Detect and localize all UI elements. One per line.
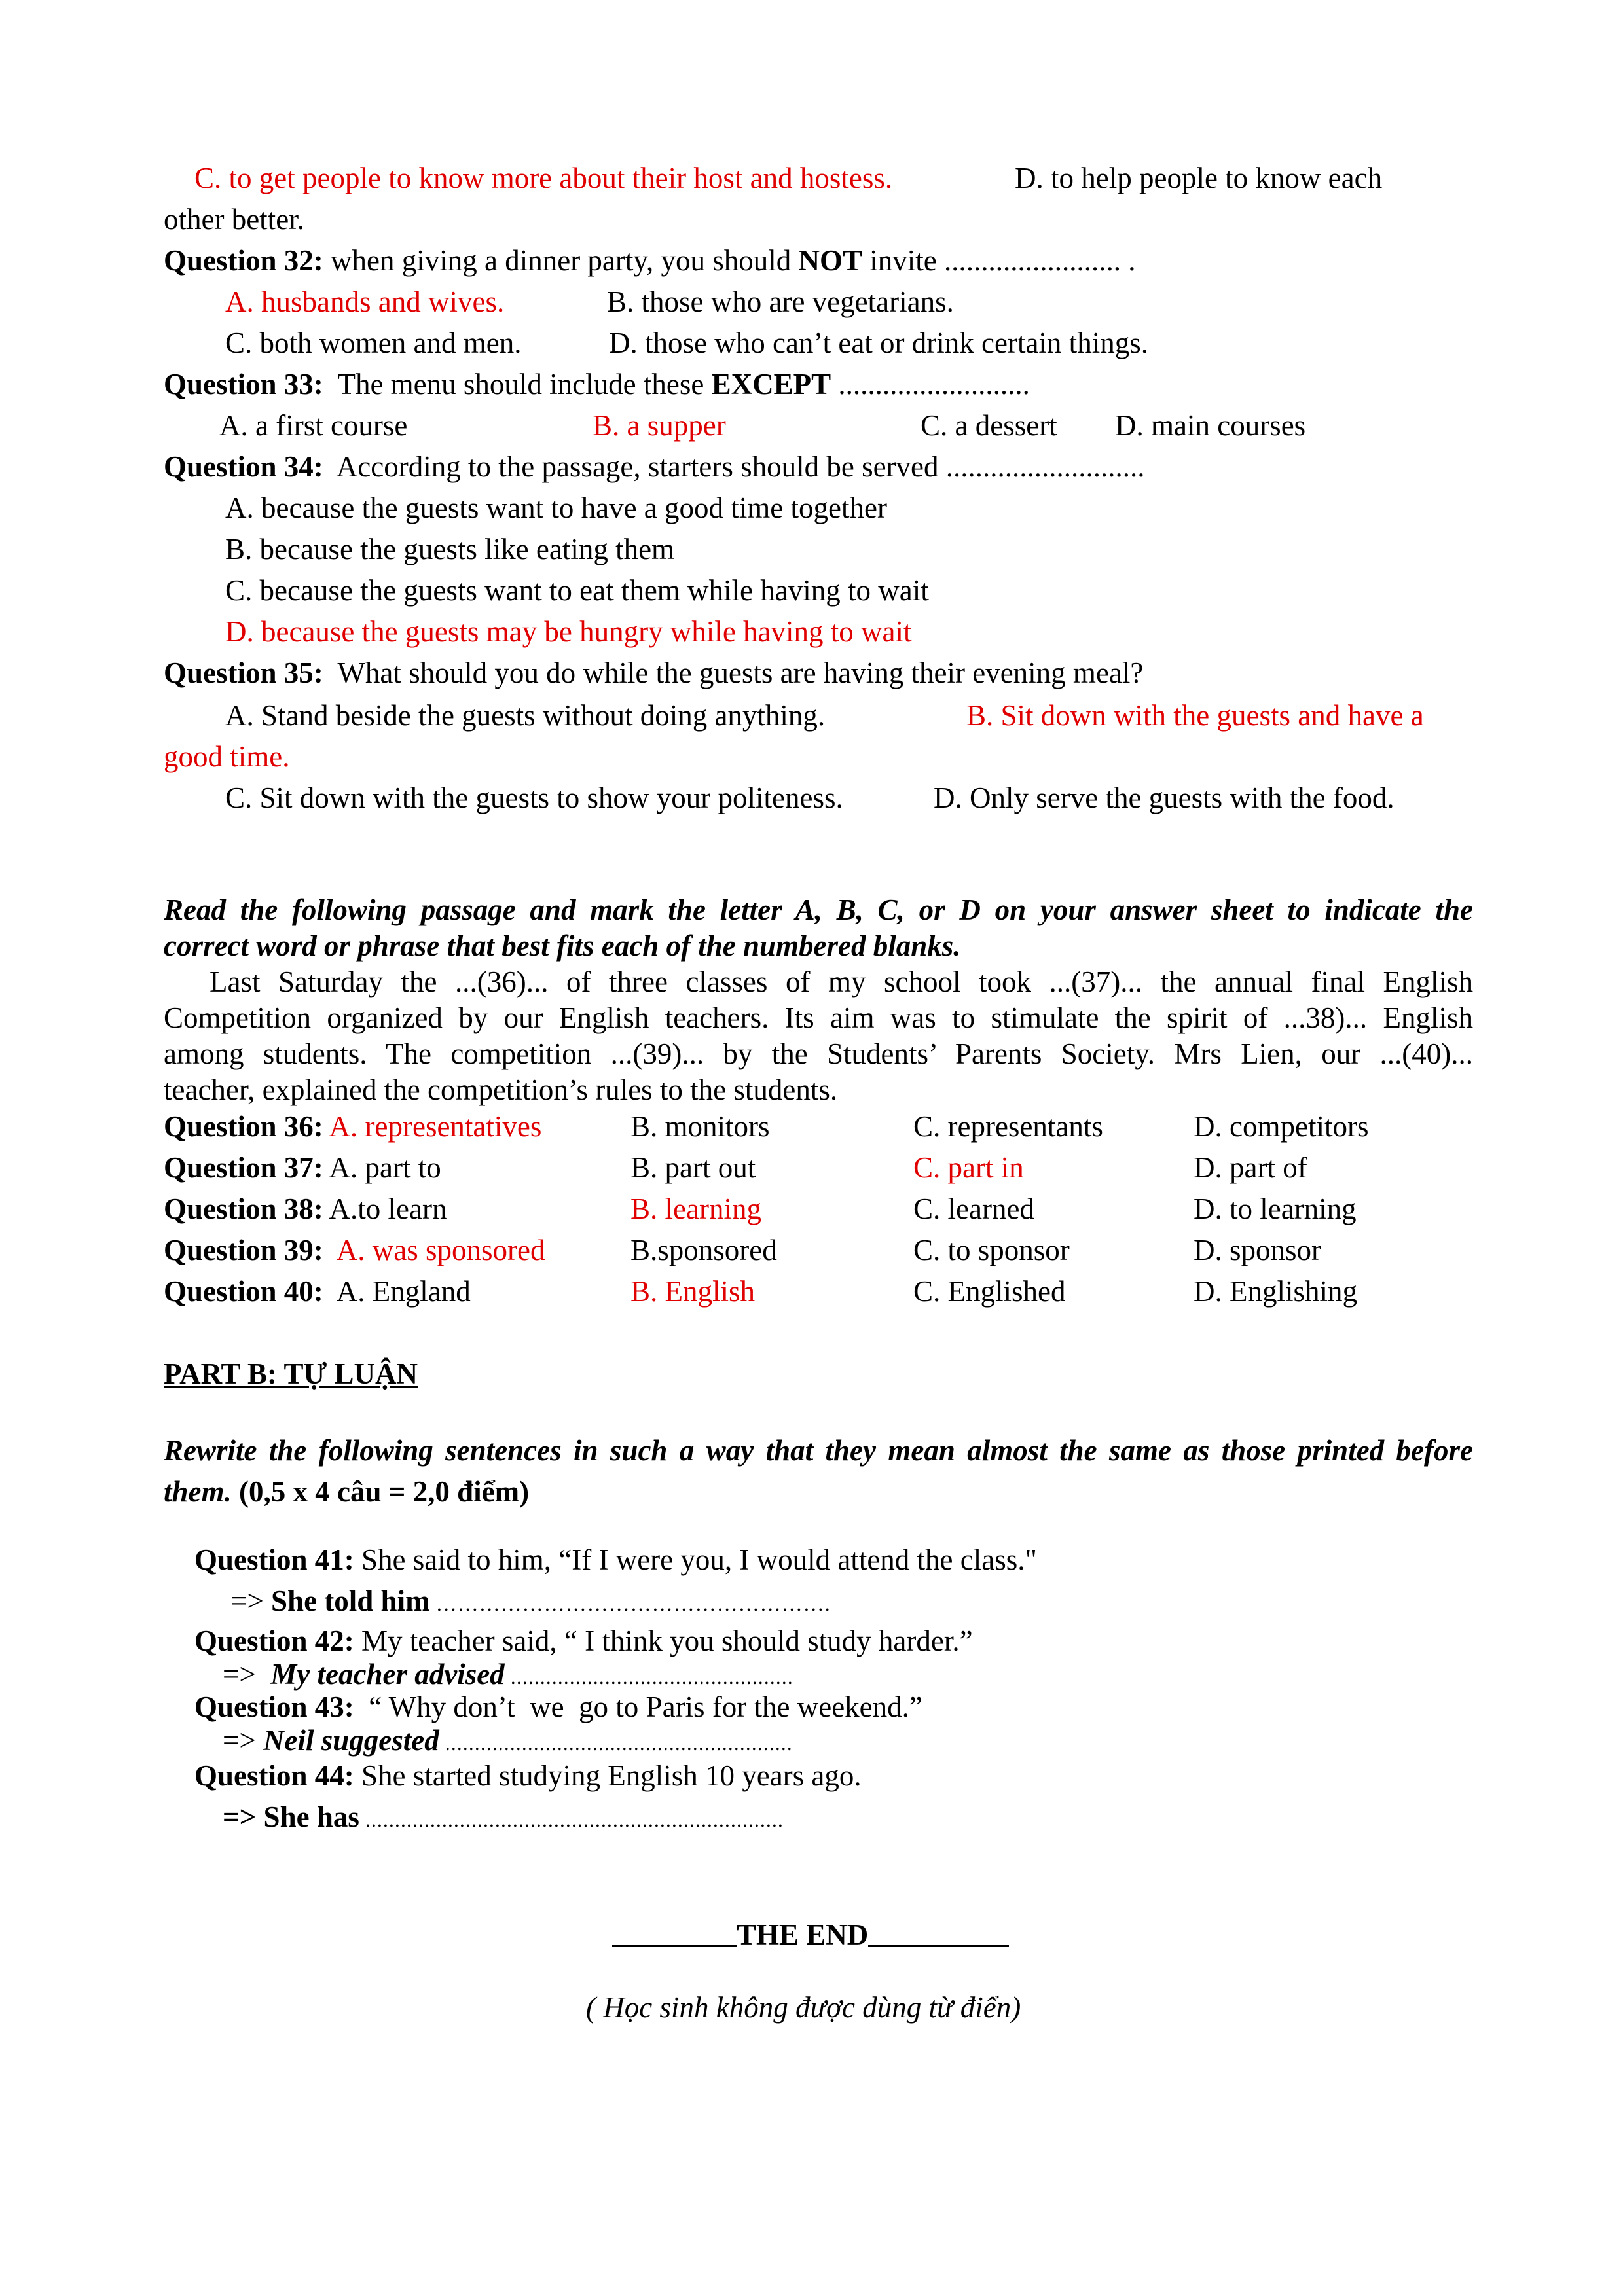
q32-option-b: B. those who are vegetarians.	[607, 285, 954, 318]
q35-option-b: B. Sit down with the guests and have a	[966, 699, 1424, 732]
question-text: She started studying English 10 years ago.	[354, 1759, 862, 1792]
question-stem	[164, 1105, 541, 1147]
the-end-text: THE END	[737, 1918, 869, 1951]
stem-text: ..........................	[831, 368, 1030, 401]
option-d: D. Englishing	[1194, 1275, 1358, 1308]
passage-line: Competition organized by our English teachers. Its aim was to stimulate the spirit of ...38)... English	[164, 1001, 1473, 1034]
question-text: “ Why don’t we go to Paris for the weekend.”	[354, 1691, 922, 1723]
q32-option-d: D. those who can’t eat or drink certain things.	[609, 327, 1148, 359]
q31-option-c: C. to get people to know more about their host and hostess.	[194, 162, 893, 194]
option-c: C. learned	[913, 1193, 1034, 1225]
q35-option-d: D. Only serve the guests with the food.	[934, 781, 1395, 814]
question-label: Question 42:	[194, 1624, 354, 1657]
question-stem	[164, 1188, 447, 1230]
passage-line: among students. The competition ...(39)... by the Students’ Parents Society. Mrs Lien, our ...(40)...	[164, 1037, 1473, 1070]
q32-stem	[164, 240, 1135, 281]
question-label: Question 40:	[164, 1275, 323, 1308]
question-label: Question 43:	[194, 1691, 354, 1723]
option-c: C. Englished	[913, 1275, 1066, 1308]
q34-option-c: C. because the guests want to eat them while having to wait	[225, 574, 929, 607]
answer-blank[interactable]: ................................................	[504, 1665, 793, 1689]
arrow: =>	[223, 1801, 264, 1833]
q31-option-d-cont: other better.	[164, 203, 304, 236]
q32-option-a: A. husbands and wives.	[225, 285, 505, 318]
stem-text: invite ........................ .	[862, 244, 1136, 277]
stem-bold: NOT	[798, 244, 862, 277]
question-label: Question 33:	[164, 368, 323, 401]
rewrite-question	[194, 1755, 862, 1797]
arrow: =>	[223, 1658, 271, 1691]
arrow: =>	[223, 1724, 264, 1757]
answer-line[interactable]	[223, 1796, 784, 1838]
rewrite-question	[194, 1539, 1037, 1581]
divider	[612, 1914, 737, 1947]
question-text: My teacher said, “ I think you should study harder.”	[354, 1624, 973, 1657]
answer-line[interactable]	[230, 1580, 831, 1622]
option-b: B. part out	[630, 1151, 756, 1184]
part-b-instruction: Rewrite the following sentences in such a way that they mean almost the same as those printed before	[164, 1434, 1473, 1467]
answer-prompt: My teacher advised	[270, 1658, 505, 1691]
answer-blank[interactable]: ……………………………………………….	[429, 1592, 831, 1615]
q34-stem	[164, 446, 1145, 488]
option-a: A.to learn	[323, 1193, 447, 1225]
q34-option-a: A. because the guests want to have a good time together	[225, 492, 887, 524]
question-label: Question 37:	[164, 1151, 323, 1184]
question-label: Question 39:	[164, 1234, 323, 1266]
q35-option-c: C. Sit down with the guests to show your politeness.	[225, 781, 843, 814]
question-stem	[164, 1270, 471, 1312]
option-b: B. English	[630, 1275, 756, 1308]
question-stem	[164, 1229, 545, 1271]
q35-option-b-cont: good time.	[164, 740, 290, 773]
option-a: A. England	[323, 1275, 471, 1308]
q33-option-b: B. a supper	[593, 409, 726, 442]
part-b-instruction-2	[164, 1471, 529, 1513]
question-label: Question 35:	[164, 656, 323, 689]
stem-text: According to the passage, starters should be served ...........................	[323, 450, 1145, 483]
question-label: Question 36:	[164, 1110, 323, 1143]
instruction-text: them.	[164, 1475, 232, 1508]
q33-option-a: A. a first course	[219, 409, 408, 442]
q33-stem	[164, 363, 1030, 405]
question-text: She said to him, “If I were you, I would attend the class."	[354, 1543, 1037, 1576]
option-a: A. representatives	[323, 1110, 542, 1143]
question-stem	[164, 1147, 441, 1189]
q35-stem	[164, 652, 1143, 694]
score-text: (0,5 x 4 câu = 2,0 điểm)	[231, 1475, 530, 1508]
passage-line: teacher, explained the competition’s rules to the students.	[164, 1073, 838, 1106]
question-label: Question 34:	[164, 450, 323, 483]
question-label: Question 32:	[164, 244, 323, 277]
option-d: D. part of	[1194, 1151, 1307, 1184]
passage-line: Last Saturday the ...(36)... of three classes of my school took ...(37)... the annual final English	[210, 965, 1473, 998]
option-c: C. representants	[913, 1110, 1103, 1143]
answer-blank[interactable]: .......................................................................	[359, 1808, 784, 1831]
arrow: =>	[230, 1585, 272, 1617]
question-label: Question 38:	[164, 1193, 323, 1225]
q33-option-c: C. a dessert	[921, 409, 1057, 442]
divider	[868, 1914, 1009, 1947]
part-b-title: PART B: TỰ LUẬN	[164, 1357, 418, 1390]
option-d: D. to learning	[1194, 1193, 1357, 1225]
option-a: A. was sponsored	[323, 1234, 545, 1266]
option-b: B. monitors	[630, 1110, 770, 1143]
passage-instruction: correct word or phrase that best fits each of the numbered blanks.	[164, 929, 961, 962]
passage-instruction: Read the following passage and mark the letter A, B, C, or D on your answer sheet to indicate the	[164, 893, 1473, 926]
option-a: A. part to	[323, 1151, 441, 1184]
question-label: Question 41:	[194, 1543, 354, 1576]
answer-prompt: Neil suggested	[263, 1724, 439, 1757]
stem-text: What should you do while the guests are having their evening meal?	[323, 656, 1144, 689]
q33-option-d: D. main courses	[1115, 409, 1306, 442]
stem-bold: EXCEPT	[711, 368, 831, 401]
option-c: C. to sponsor	[913, 1234, 1070, 1266]
the-end	[612, 1914, 1009, 1956]
footer-note: ( Học sinh không được dùng từ điển)	[586, 1991, 1021, 2024]
q34-option-d: D. because the guests may be hungry while having to wait	[225, 615, 912, 648]
stem-text: when giving a dinner party, you should	[323, 244, 799, 277]
question-label: Question 44:	[194, 1759, 354, 1792]
option-c: C. part in	[913, 1151, 1024, 1184]
option-b: B. learning	[630, 1193, 761, 1225]
option-d: D. sponsor	[1194, 1234, 1322, 1266]
answer-prompt: She told him	[271, 1585, 430, 1617]
q34-option-b: B. because the guests like eating them	[225, 533, 675, 565]
answer-blank[interactable]: ...........................................................	[439, 1731, 793, 1755]
stem-text: The menu should include these	[323, 368, 712, 401]
q35-option-a: A. Stand beside the guests without doing anything.	[225, 699, 826, 732]
q32-option-c: C. both women and men.	[225, 327, 522, 359]
answer-prompt: She has	[263, 1801, 359, 1833]
q31-option-d: D. to help people to know each	[1015, 162, 1383, 194]
option-d: D. competitors	[1194, 1110, 1369, 1143]
option-b: B.sponsored	[630, 1234, 777, 1266]
